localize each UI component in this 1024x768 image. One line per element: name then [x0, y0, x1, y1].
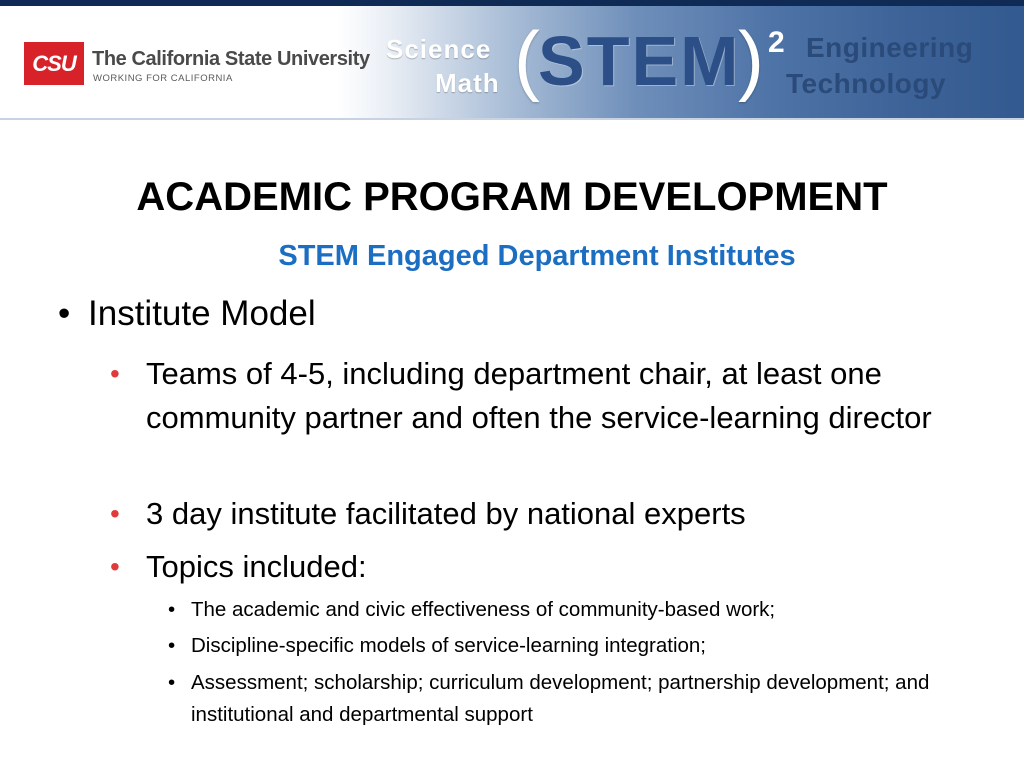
bullet-dot: • — [168, 634, 176, 657]
banner-science: Science — [386, 34, 492, 64]
slide-title: ACADEMIC PROGRAM DEVELOPMENT — [136, 175, 888, 219]
bullet-dot: • — [168, 598, 176, 621]
bullet-level3-text: Assessment; scholarship; curriculum development; partnership development; and institutional and departmental support — [191, 671, 930, 726]
banner-math: Math — [435, 68, 500, 98]
bullet-level1-text: Institute Model — [88, 294, 316, 333]
slide-subtitle: STEM Engaged Department Institutes — [278, 240, 796, 272]
header-divider — [0, 118, 1024, 120]
bullet-dot: • — [110, 498, 120, 529]
bullet-level2-text: Topics included: — [146, 549, 367, 584]
banner-superscript: 2 — [768, 26, 785, 59]
bullet-dot: • — [110, 358, 120, 389]
bullet-level2-text: Teams of 4-5, including department chair, at least one community partner and often the service-learning director — [146, 356, 932, 435]
banner-engineering: Engineering — [806, 32, 974, 63]
csu-logo: CSU — [24, 42, 84, 85]
bullet-dot: • — [168, 671, 176, 694]
university-tagline: WORKING FOR CALIFORNIA — [93, 73, 233, 84]
banner-open-paren: ( — [514, 15, 540, 103]
bullet-dot: • — [110, 551, 120, 582]
bullet-level2-text: 3 day institute facilitated by national experts — [146, 496, 746, 531]
bullet-level3-text: The academic and civic effectiveness of community-based work; — [191, 598, 776, 621]
bullet-level1 — [58, 294, 316, 334]
bullet-dot: • — [58, 294, 71, 333]
bullet-level3-text: Discipline-specific models of service-learning integration; — [191, 634, 707, 657]
banner-close-paren: ) — [738, 15, 764, 103]
university-name: The California State University — [92, 48, 370, 70]
banner-stem: STEM — [538, 22, 741, 100]
header-banner — [0, 6, 1024, 118]
banner-technology: Technology — [786, 68, 947, 99]
